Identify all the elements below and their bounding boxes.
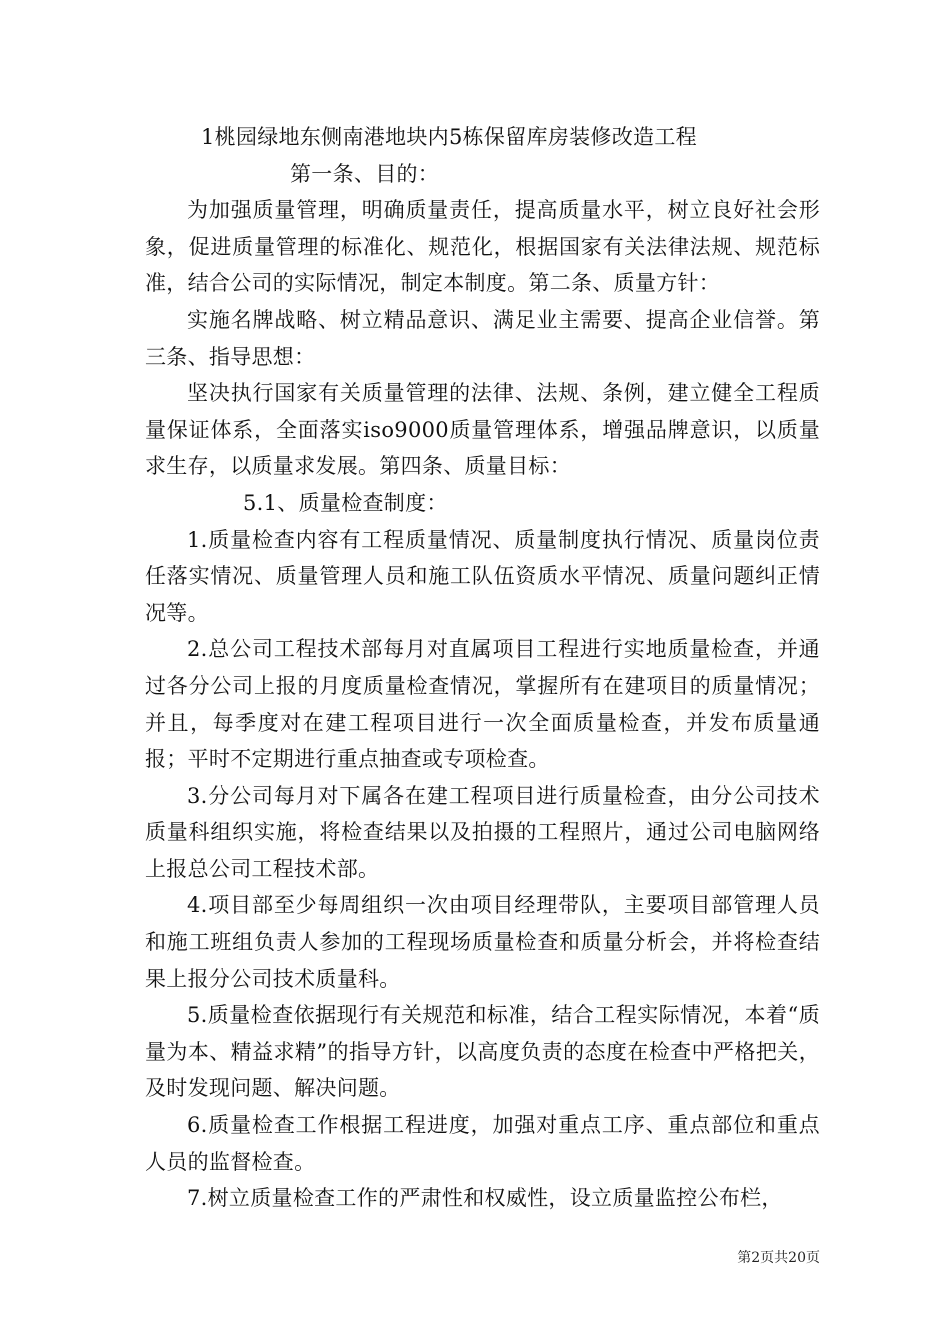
list-item: 3.分公司每月对下属各在建工程项目进行质量检查，由分公司技术质量科组织实施，将检查结果以及拍摄的工程照片，通过公司电脑网络上报总公司工程技术部。: [145, 783, 820, 881]
page-number: 第2页共20页: [737, 1250, 820, 1266]
list-item: 5.质量检查依据现行有关规范和标准，结合工程实际情况，本着“质量为本、精益求精”的指导方针，以高度负责的态度在检查中严格把关，及时发现问题、解决问题。: [145, 1003, 820, 1101]
document-body: [145, 119, 820, 1217]
list-item: 4.项目部至少每周组织一次由项目经理带队，主要项目部管理人员和施工班组负责人参加的工程现场质量检查和质量分析会，并将检查结果上报分公司技术质量科。: [145, 893, 820, 991]
paragraph-purpose: 为加强质量管理，明确质量责任，提高质量水平，树立良好社会形象，促进质量管理的标准化、规范化，根据国家有关法律法规、规范标准，结合公司的实际情况，制定本制度。第二条、质量方针：: [145, 198, 820, 296]
list-item: 6.质量检查工作根据工程进度，加强对重点工序、重点部位和重点人员的监督检查。: [145, 1113, 820, 1174]
document-title: 1桃园绿地东侧南港地块内5栋保留库房装修改造工程: [201, 125, 697, 149]
paragraph-policy: 实施名牌战略、树立精品意识、满足业主需要、提高企业信誉。第三条、指导思想：: [145, 307, 820, 369]
section-heading-purpose: 第一条、目的：: [290, 161, 440, 186]
list-item: 1.质量检查内容有工程质量情况、质量制度执行情况、质量岗位责任落实情况、质量管理人员和施工队伍资质水平情况、质量问题纠正情况等。: [145, 527, 820, 625]
section-heading-inspection: 5.1、质量检查制度：: [243, 490, 448, 515]
paragraph-guiding-thought: 坚决执行国家有关质量管理的法律、法规、条例，建立健全工程质量保证体系，全面落实iso9000质量管理体系，增强品牌意识，以质量求生存，以质量求发展。第四条、质量目标：: [145, 381, 820, 479]
list-item: 7.树立质量检查工作的严肃性和权威性，设立质量监控公布栏，: [187, 1186, 783, 1211]
list-item: 2.总公司工程技术部每月对直属项目工程进行实地质量检查，并通过各分公司上报的月度质量检查情况，掌握所有在建项目的质量情况；并且，每季度对在建工程项目进行一次全面质量检查，并发布质量通报；平时不定期进行重点抽查或专项检查。: [145, 637, 820, 772]
